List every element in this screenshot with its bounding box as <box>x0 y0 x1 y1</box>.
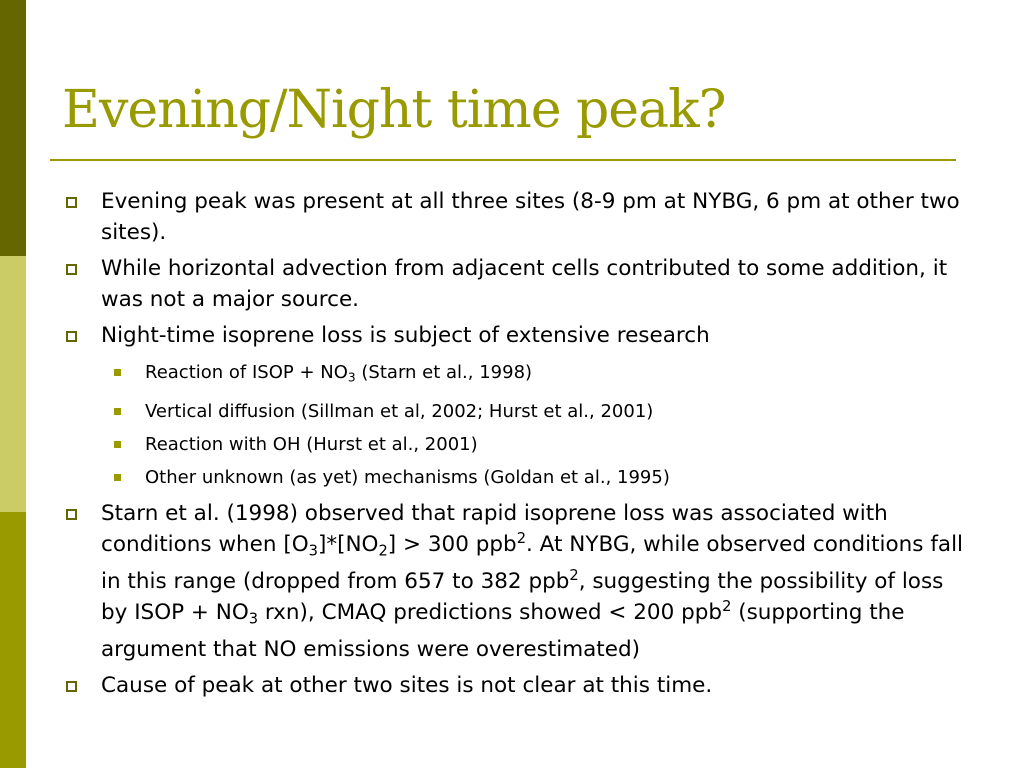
bullet-text: Night-time isoprene loss is subject of extensive research <box>101 323 710 348</box>
filled-square-bullet-icon <box>114 408 121 415</box>
bullet-starn-observation <box>62 498 972 666</box>
filled-square-bullet-icon <box>114 474 121 481</box>
slide-title: Evening/Night time peak? <box>62 80 726 140</box>
bullet-text: Cause of peak at other two sites is not clear at this time. <box>101 673 713 699</box>
bullet-text: Evening peak was present at all three sites (8-9 pm at NYBG, 6 pm at other two sites). <box>101 189 960 245</box>
sub-bullet-text: Reaction of ISOP + $NO_3$ (Starn et al., 1998) <box>145 362 533 385</box>
decorative-side-bar <box>0 0 26 768</box>
sub-bullet-list <box>62 356 972 494</box>
side-bar-light-segment <box>0 256 26 512</box>
sub-bullet-vertical-diffusion <box>62 395 972 428</box>
bullet-text: While horizontal advection from adjacent cells contributed to some addition, it was not a major source. <box>101 256 948 312</box>
filled-square-bullet-icon <box>114 441 121 448</box>
square-bullet-icon <box>66 197 77 208</box>
side-bar-olive-segment <box>0 512 26 768</box>
square-bullet-icon <box>66 681 77 692</box>
slide-body <box>62 186 972 706</box>
sub-bullet-text: Vertical diffusion (Sillman et al, 2002; Hurst et al., 2001) <box>145 400 654 422</box>
bullet-other-sites <box>62 670 972 701</box>
side-bar-dark-segment <box>0 0 26 256</box>
square-bullet-icon <box>66 264 77 275</box>
sub-bullet-oh-reaction <box>62 428 972 461</box>
bullet-evening-peak <box>62 186 972 248</box>
square-bullet-icon <box>66 331 77 342</box>
bullet-text: Starn et al. (1998) observed that rapid isoprene loss was associated with conditions when $[O_3]*[NO_2] > 300$ ppb$^2$. At NYBG, while observed conditions fall in this range (dropped from 657 to 382 ppb$^2$, suggesting the possibility of loss by ISOP + $NO_3$ rxn), CMAQ predictions showed < 200 ppb$^2$ (supporting the argument that NO emissions were overestimated) <box>101 500 964 663</box>
bullet-horizontal-advection <box>62 253 972 315</box>
title-underline <box>50 159 956 161</box>
filled-square-bullet-icon <box>114 369 121 376</box>
sub-bullet-isop-no3 <box>62 356 972 395</box>
sub-bullet-text: Other unknown (as yet) mechanisms (Goldan et al., 1995) <box>145 466 670 488</box>
sub-bullet-text: Reaction with OH (Hurst et al., 2001) <box>145 433 478 455</box>
bullet-night-time-loss <box>62 320 972 351</box>
square-bullet-icon <box>66 509 77 520</box>
sub-bullet-unknown-mechanisms <box>62 461 972 494</box>
